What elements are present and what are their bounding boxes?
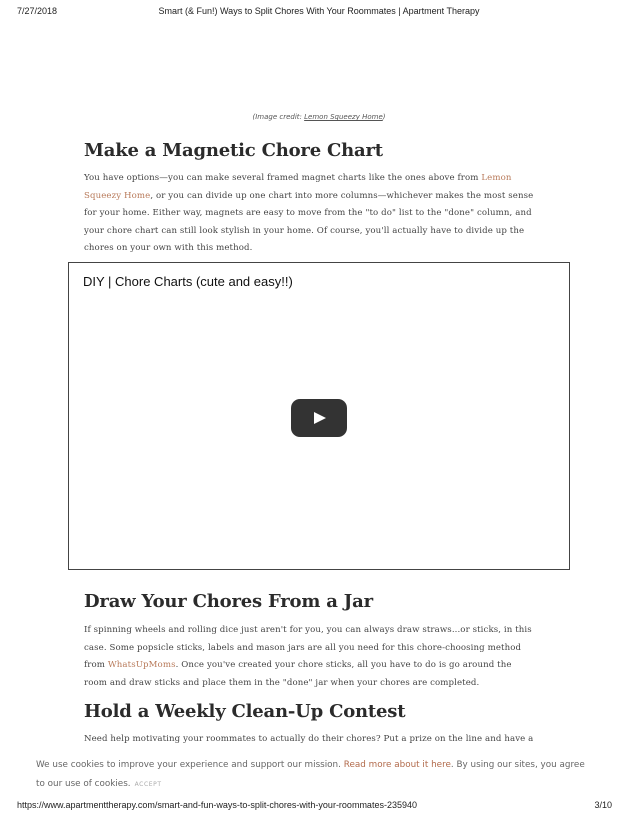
print-header <box>0 6 638 20</box>
cookie-banner <box>0 754 638 794</box>
text-line: for your home. Either way, magnets are easy to move from the "to do" list to the "done" column, and <box>84 208 532 218</box>
text-line: room and draw sticks and place them in the "done" jar when your chores are completed. <box>84 677 480 688</box>
inline-link[interactable]: Squeezy Home <box>84 190 151 201</box>
print-url: https://www.apartmenttherapy.com/smart-and-fun-ways-to-split-chores-with-your-roommates-235940 <box>17 800 417 810</box>
section-heading-magnetic-chart: Make a Magnetic Chore Chart <box>84 140 383 161</box>
section-heading-cleanup-contest: Hold a Weekly Clean-Up Contest <box>84 701 406 722</box>
text-line: your chore chart can still look stylish in your home. Of course, you'll actually have to divide up the <box>84 225 525 236</box>
text-line: from WhatsUpMoms. Once you've created your chore sticks, all you have to do is go around the <box>84 660 512 670</box>
print-date: 7/27/2018 <box>17 6 58 16</box>
print-page-title: Smart (& Fun!) Ways to Split Chores With Your Roommates | Apartment Therapy <box>158 6 480 16</box>
inline-link[interactable]: WhatsUpMoms <box>107 660 176 670</box>
image-credit-suffix: ) <box>382 113 386 121</box>
inline-link[interactable]: Lemon <box>481 173 512 183</box>
play-icon <box>314 412 326 424</box>
video-title[interactable]: DIY | Chore Charts (cute and easy!!) <box>83 274 293 289</box>
image-credit <box>0 113 638 121</box>
section-body-magnetic-chart <box>84 170 554 258</box>
cookie-text <box>36 756 596 794</box>
text-line: chores on your own with this method. <box>84 243 253 253</box>
cookie-accept-button[interactable]: ACCEPT <box>134 781 162 788</box>
cookie-read-more-link[interactable]: Read more about it here <box>343 760 451 770</box>
text-line: If spinning wheels and rolling dice just aren't for you, you can always draw straws...or sticks, in this <box>84 625 532 635</box>
print-footer <box>0 800 638 814</box>
section-heading-chore-jar: Draw Your Chores From a Jar <box>84 591 373 612</box>
cookie-text-before: We use cookies to improve your experience and support our mission. <box>36 760 344 770</box>
image-credit-prefix: (Image credit: <box>252 113 305 121</box>
cookie-text-after: . By using our sites, you agree to our use of cookies. <box>36 760 585 789</box>
text-line: You have options—you can make several framed magnet charts like the ones above from Lemon <box>84 173 512 183</box>
section-body-chore-jar <box>84 622 554 692</box>
section-body-cleanup-contest <box>84 731 554 749</box>
text-line: Need help motivating your roommates to actually do their chores? Put a prize on the line and have a <box>84 734 534 744</box>
video-embed[interactable] <box>68 262 570 570</box>
text-line: Squeezy Home, or you can divide up one chart into more columns—whichever makes the most sense <box>84 190 534 201</box>
play-button[interactable] <box>291 399 347 437</box>
print-page-number: 3/10 <box>594 800 612 810</box>
image-credit-link[interactable]: Lemon Squeezy Home <box>304 113 383 121</box>
text-line: case. Some popsicle sticks, labels and mason jars are all you need for this chore-choosing method <box>84 642 522 653</box>
